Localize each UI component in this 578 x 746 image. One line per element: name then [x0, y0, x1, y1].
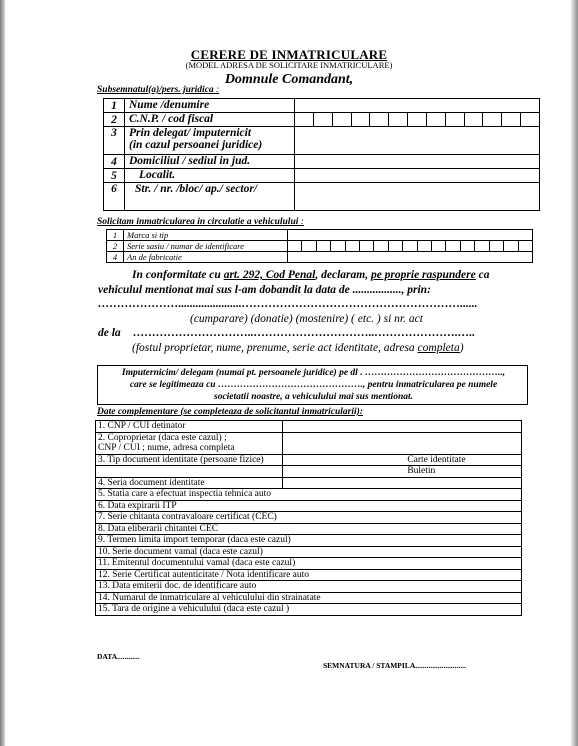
- row-number: 3: [104, 127, 125, 155]
- vehicle-row: [107, 241, 533, 252]
- applicant-name-field[interactable]: [295, 99, 540, 113]
- applicant-locality-label: Localit.: [125, 169, 295, 183]
- page-edge-left: [0, 0, 5, 746]
- delegate-box: [97, 365, 528, 405]
- page-edge-right: [570, 0, 578, 746]
- complementary-row: [96, 421, 529, 433]
- applicant-delegate-label: Prin delegat/ imputernicit (in cazul persoanei juridice): [125, 127, 295, 155]
- complementary-section-label: Date complementare (se completeaza de solicitantul inmatricularii):: [97, 407, 363, 417]
- foreign-plate-number-label[interactable]: 14. Numarul de inmatriculare al vehiculului din strainatate: [96, 592, 522, 604]
- declaration-line-3: …………………......................…………………………………………………......: [98, 298, 478, 310]
- applicant-row: [104, 113, 540, 127]
- delegate-line-3: societatii noastre, a vehiculului mai sus mentionat.: [214, 392, 413, 402]
- applicant-delegate-field[interactable]: [295, 127, 540, 155]
- delegate-line-2: care se legitimeaza cu ………………………………………., pentru inmatricularea pe numele: [129, 380, 498, 390]
- vehicle-section-label: Solicitam inmatricularea in circulatie a vehiculului :: [97, 217, 304, 227]
- customs-document-issuer-label[interactable]: 11. Emitentul documentului vamal (daca este cazul): [96, 558, 522, 570]
- applicant-cnp-label: C.N.P. / cod fiscal: [125, 113, 295, 127]
- vehicle-vin-label: Serie sasiu / numar de identificare: [124, 241, 288, 252]
- applicant-street-field[interactable]: [295, 183, 540, 211]
- applicant-table: [103, 98, 540, 211]
- cec-receipt-date-label[interactable]: 8. Data eliberarii chitantei CEC: [96, 523, 522, 535]
- declaration-line-5: …………………………..…………………………..………………….…..: [133, 327, 476, 339]
- applicant-section-label: Subsemnatul(a)/pers. juridica :: [97, 85, 220, 95]
- complementary-row: [96, 535, 529, 547]
- applicant-row: [104, 127, 540, 155]
- id-document-option-card[interactable]: Carte identitate: [283, 454, 522, 466]
- cnp-holder-field[interactable]: [283, 421, 522, 433]
- row-number: 4: [107, 252, 124, 263]
- vehicle-make-field[interactable]: [288, 230, 533, 241]
- complementary-row: [96, 500, 529, 512]
- id-document-series-field[interactable]: [283, 477, 522, 489]
- row-number: 2: [107, 241, 124, 252]
- declaration-line-2: vehiculul mentionat mai sus l-am dobandit la data de ................., prin:: [98, 284, 431, 296]
- applicant-name-label: Nume /denumire: [125, 99, 295, 113]
- applicant-domicile-label: Domiciliul / sediul in jud.: [125, 155, 295, 169]
- complementary-row: [96, 569, 529, 581]
- declaration-from-label: de la: [98, 327, 121, 339]
- co-owner-field[interactable]: [283, 432, 522, 454]
- row-number: 1: [104, 99, 125, 113]
- id-document-type-label: 3. Tip document identitate (persoane fizice): [96, 454, 283, 466]
- co-owner-label: 2. Coproprietar (daca este cazul) ; CNP / CUI ; nume, adresa completa: [96, 432, 283, 454]
- vehicle-row: [107, 252, 533, 263]
- complementary-row: [96, 558, 529, 570]
- complementary-row: [96, 489, 529, 501]
- applicant-row: [104, 155, 540, 169]
- id-document-type-label-cont: [96, 466, 283, 478]
- cnp-holder-label: 1. CNP / CUI detinator: [96, 421, 283, 433]
- row-number: 6: [104, 183, 125, 211]
- applicant-row: [104, 169, 540, 183]
- vehicle-table: [106, 229, 533, 263]
- vehicle-make-label: Marca si tip: [124, 230, 288, 241]
- applicant-row: [104, 183, 540, 211]
- applicant-street-label: Str. / nr. /bloc/ ap./ sector/: [125, 183, 295, 211]
- row-number: 2: [104, 113, 125, 127]
- id-document-series-label: 4. Seria document identitate: [96, 477, 283, 489]
- identification-doc-date-label[interactable]: 13. Data emiterii doc. de identificare auto: [96, 581, 522, 593]
- id-document-option-buletin[interactable]: Buletin: [283, 466, 522, 478]
- salutation: Domnule Comandant,: [224, 72, 354, 87]
- declaration-line-1: In conformitate cu art. 292, Cod Penal, declaram, pe proprie raspundere ca: [132, 269, 490, 281]
- form-title: CERERE DE INMATRICULARE: [190, 47, 388, 62]
- inspection-station-label[interactable]: 5. Statia care a efectuat inspectia tehnica auto: [96, 489, 522, 501]
- customs-document-series-label[interactable]: 10. Serie document vamal (daca este cazul): [96, 546, 522, 558]
- vin-digit-cells: [288, 241, 532, 251]
- row-number: 4: [104, 155, 125, 169]
- complementary-row: [96, 546, 529, 558]
- cnp-digit-cells: [295, 113, 539, 126]
- complementary-row: [96, 454, 529, 466]
- vehicle-row: [107, 230, 533, 241]
- complementary-row: [96, 604, 529, 616]
- complementary-row: [96, 512, 529, 524]
- row-number: 5: [104, 169, 125, 183]
- vehicle-year-field[interactable]: [288, 252, 533, 263]
- complementary-row: [96, 432, 529, 454]
- applicant-row: [104, 99, 540, 113]
- declaration-line-6: (fostul proprietar, nume, prenume, serie act identitate, adresa completa): [132, 342, 464, 354]
- signature-field[interactable]: SEMNATURA / STAMPILA...........................: [323, 661, 466, 670]
- form-subtitle: (MODEL ADRESA DE SOLICITARE INMATRICULARE): [185, 60, 393, 70]
- complementary-row: [96, 592, 529, 604]
- applicant-domicile-field[interactable]: [295, 155, 540, 169]
- applicant-locality-field[interactable]: [295, 169, 540, 183]
- complementary-row: [96, 477, 529, 489]
- origin-country-label[interactable]: 15. Tara de origine a vehiculului (daca este cazul ): [96, 604, 522, 616]
- complementary-table: [95, 420, 529, 616]
- authenticity-certificate-label[interactable]: 12. Serie Certificat autenticitate / Nota identificare auto: [96, 569, 522, 581]
- delegate-line-1: Imputernicim/ delegam (numai pt. persoanele juridice) pe dl . ……………………………………..,: [121, 368, 506, 378]
- vehicle-year-label: An de fabricatie: [124, 252, 288, 263]
- date-field[interactable]: DATA............: [97, 652, 140, 661]
- applicant-cnp-field[interactable]: [295, 113, 540, 127]
- cec-receipt-series-label[interactable]: 7. Serie chitanta contravaloare certificat (CEC): [96, 512, 522, 524]
- complementary-row: [96, 523, 529, 535]
- declaration-line-4: (cumparare) (donatie) (mostenire) ( etc. ) si nr. act: [190, 313, 423, 325]
- itp-expiry-label[interactable]: 6. Data expirarii ITP: [96, 500, 522, 512]
- row-number: 1: [107, 230, 124, 241]
- complementary-row: [96, 466, 529, 478]
- complementary-row: [96, 581, 529, 593]
- vehicle-vin-field[interactable]: [288, 241, 533, 252]
- temporary-import-deadline-label[interactable]: 9. Termen limita import temporar (daca este cazul): [96, 535, 522, 547]
